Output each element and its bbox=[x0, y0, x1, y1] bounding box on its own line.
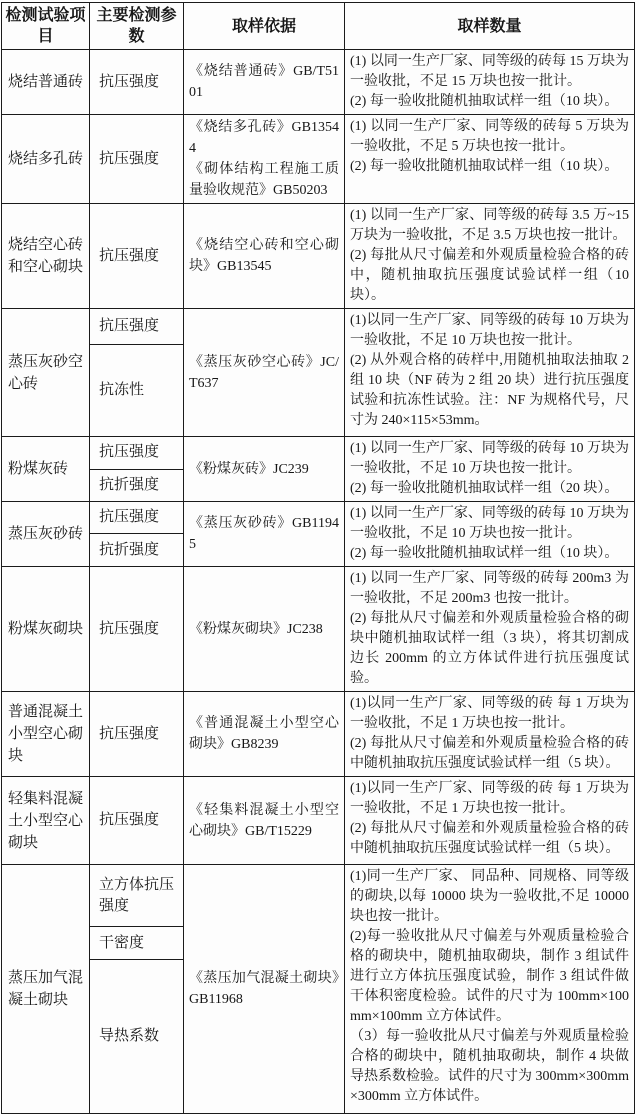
param-cell: 抗压强度 bbox=[90, 502, 184, 534]
basis-cell bbox=[184, 309, 345, 437]
quantity-cell bbox=[345, 437, 635, 502]
basis-line: 《轻集料混凝土小型空心砌块》GB/T15229 bbox=[189, 802, 339, 839]
quantity-paragraph: (2) 每批从尺寸偏差和外观质量检验合格的砖中随机抽取抗压强度试验试样一组（5 块）。 bbox=[350, 821, 629, 856]
item-cell: 粉煤灰砖 bbox=[2, 437, 90, 502]
param-cell: 抗压强度 bbox=[90, 50, 184, 115]
basis-cell bbox=[184, 115, 345, 204]
header-basis: 取样依据 bbox=[184, 3, 345, 50]
item-cell: 蒸压加气混凝土砌块 bbox=[2, 865, 90, 1114]
table-row bbox=[2, 865, 635, 927]
param-cell: 抗折强度 bbox=[90, 534, 184, 567]
basis-line: 《砌体结构工程施工质量验收规范》GB50203 bbox=[189, 162, 339, 198]
quantity-paragraph: (1)以同一生产厂家、同等级的砖 每 1 万块为一验收批，不足 1 万块也按一批计。 bbox=[350, 781, 629, 816]
param-cell: 抗压强度 bbox=[90, 567, 184, 692]
basis-cell bbox=[184, 567, 345, 692]
header-quantity: 取样数量 bbox=[345, 3, 635, 50]
param-cell: 导热系数 bbox=[90, 960, 184, 1114]
table-row bbox=[2, 692, 635, 777]
quantity-paragraph: (1) 以同一生产厂家、同等级的砖每 3.5 万~15 万块为一验收批，不足 3.5 万块也按一批计。 bbox=[350, 208, 629, 243]
table-row bbox=[2, 309, 635, 345]
item-cell: 蒸压灰砂砖 bbox=[2, 502, 90, 567]
item-cell: 烧结普通砖 bbox=[2, 50, 90, 115]
sampling-table bbox=[1, 2, 635, 1114]
quantity-cell bbox=[345, 692, 635, 777]
quantity-paragraph: (1)以同一生产厂家、同等级的砖每 10 万块为一验收批，不足 10 万块也按一批计。 bbox=[350, 313, 629, 348]
item-cell: 轻集料混凝土小型空心砌块 bbox=[2, 777, 90, 865]
basis-cell bbox=[184, 50, 345, 115]
basis-cell bbox=[184, 865, 345, 1114]
table-row bbox=[2, 567, 635, 692]
quantity-cell bbox=[345, 567, 635, 692]
item-cell: 烧结多孔砖 bbox=[2, 115, 90, 204]
basis-line: 《烧结普通砖》GB/T5101 bbox=[189, 64, 339, 100]
quantity-cell bbox=[345, 115, 635, 204]
quantity-paragraph: (1) 以同一生产厂家、同等级的砖每 10 万块为一验收批，不足 10 万块也按一批计。 bbox=[350, 441, 629, 476]
quantity-paragraph: (2) 每一验收批随机抽取试样一组（20 块）。 bbox=[350, 481, 619, 496]
table-row bbox=[2, 777, 635, 865]
quantity-paragraph: （3）每一验收批从尺寸偏差与外观质量检验合格的砌块中，随机抽取砌块，制作 4 块做导热系数检验。试件的尺寸为 300mm×300mm×300mm 立方体试件。 bbox=[350, 1029, 629, 1104]
item-cell: 粉煤灰砌块 bbox=[2, 567, 90, 692]
basis-line: 《烧结空心砖和空心砌块》GB13545 bbox=[189, 238, 339, 274]
quantity-cell bbox=[345, 502, 635, 567]
quantity-paragraph: (2) 每批从尺寸偏差和外观质量检验合格的砖中随机抽取抗压强度试验试样一组（5 块）。 bbox=[350, 736, 629, 771]
header-parameters: 主要检测参数 bbox=[90, 3, 184, 50]
quantity-paragraph: (1) 以同一生产厂家、同等级的砖每 200m3 为一验收批，不足 200m3 也按一批计。 bbox=[350, 571, 629, 606]
quantity-paragraph: (2) 每批从尺寸偏差和外观质量检验合格的砌块中随机抽取试样一组（3 块），将其切割成边长 200mm 的立方体试件进行抗压强度试验。 bbox=[350, 611, 629, 686]
basis-line: 《粉煤灰砌块》JC238 bbox=[189, 621, 323, 637]
param-cell: 抗冻性 bbox=[90, 345, 184, 437]
quantity-cell bbox=[345, 777, 635, 865]
basis-cell bbox=[184, 692, 345, 777]
param-cell: 抗折强度 bbox=[90, 469, 184, 502]
quantity-paragraph: (1)以同一生产厂家、同等级的砖 每 1 万块为一验收批，不足 1 万块也按一批计。 bbox=[350, 696, 629, 731]
param-cell: 抗压强度 bbox=[90, 692, 184, 777]
quantity-paragraph: (2) 每一验收批随机抽取试样一组（10 块）。 bbox=[350, 159, 619, 174]
param-cell: 干密度 bbox=[90, 927, 184, 960]
param-cell: 抗压强度 bbox=[90, 204, 184, 309]
quantity-paragraph: (2) 从外观合格的砖样中,用随机抽取法抽取 2 组 10 块（NF 砖为 2 组 20 块）进行抗压强度试验和抗冻性试验。注：NF 为规格代号，尺寸为 240×115×53mm。 bbox=[350, 353, 629, 428]
header-row bbox=[2, 3, 635, 50]
basis-line: 《烧结多孔砖》GB13544 bbox=[189, 120, 339, 156]
quantity-paragraph: (2) 每一验收批随机抽取试样一组（10 块）。 bbox=[350, 94, 619, 109]
quantity-cell bbox=[345, 204, 635, 309]
table-row bbox=[2, 115, 635, 204]
quantity-cell bbox=[345, 50, 635, 115]
quantity-paragraph: (2) 每批从尺寸偏差和外观质量检验合格的砖中，随机抽取抗压强度试验试样一组（10 块）。 bbox=[350, 248, 629, 303]
table-row bbox=[2, 50, 635, 115]
quantity-paragraph: (1) 以同一生产厂家、同等级的砖每 10 万块为一验收批，不足 10 万块也按一批计。 bbox=[350, 506, 629, 541]
basis-line: 《蒸压加气混凝土砌块》GB11968 bbox=[189, 971, 339, 1007]
table-row bbox=[2, 204, 635, 309]
basis-cell bbox=[184, 204, 345, 309]
table-row bbox=[2, 437, 635, 470]
quantity-paragraph: (1) 以同一生产厂家、同等级的砖每 5 万块为一验收批，不足 5 万块也按一批计。 bbox=[350, 119, 629, 154]
param-cell: 立方体抗压强度 bbox=[90, 865, 184, 927]
item-cell: 普通混凝土小型空心砌块 bbox=[2, 692, 90, 777]
basis-line: 《蒸压灰砂砖》GB11945 bbox=[189, 516, 339, 552]
quantity-cell bbox=[345, 865, 635, 1114]
quantity-paragraph: (2) 每一验收批随机抽取试样一组（10 块）。 bbox=[350, 546, 619, 561]
basis-cell bbox=[184, 437, 345, 502]
param-cell: 抗压强度 bbox=[90, 777, 184, 865]
basis-line: 《蒸压灰砂空心砖》JC/T637 bbox=[189, 354, 339, 391]
quantity-paragraph: (1) 以同一生产厂家、同等级的砖每 15 万块为一验收批，不足 15 万块也按一批计。 bbox=[350, 54, 629, 89]
quantity-paragraph: (2)每一验收批从尺寸偏差与外观质量检验合格的砌块中，随机抽取砌块，制作 3 组试件进行立方体抗压强度试验，制作 3 组试件做干体积密度检验。试件的尺寸为 100mm×100mm×100mm 立方体试件。 bbox=[350, 929, 629, 1024]
item-cell: 烧结空心砖和空心砌块 bbox=[2, 204, 90, 309]
basis-line: 《普通混凝土小型空心砌块》GB8239 bbox=[189, 716, 339, 752]
quantity-paragraph: (1)同一生产厂家、 同品种、同规格、同等级的砌块,以每 10000 块为一验收批,不足 10000 块也按一批计。 bbox=[350, 869, 629, 924]
basis-cell bbox=[184, 502, 345, 567]
basis-cell bbox=[184, 777, 345, 865]
param-cell: 抗压强度 bbox=[90, 437, 184, 470]
quantity-cell bbox=[345, 309, 635, 437]
header-test-item: 检测试验项目 bbox=[2, 3, 90, 50]
item-cell: 蒸压灰砂空心砖 bbox=[2, 309, 90, 437]
table-row bbox=[2, 502, 635, 534]
param-cell: 抗压强度 bbox=[90, 115, 184, 204]
basis-line: 《粉煤灰砖》JC239 bbox=[189, 461, 309, 477]
param-cell: 抗压强度 bbox=[90, 309, 184, 345]
